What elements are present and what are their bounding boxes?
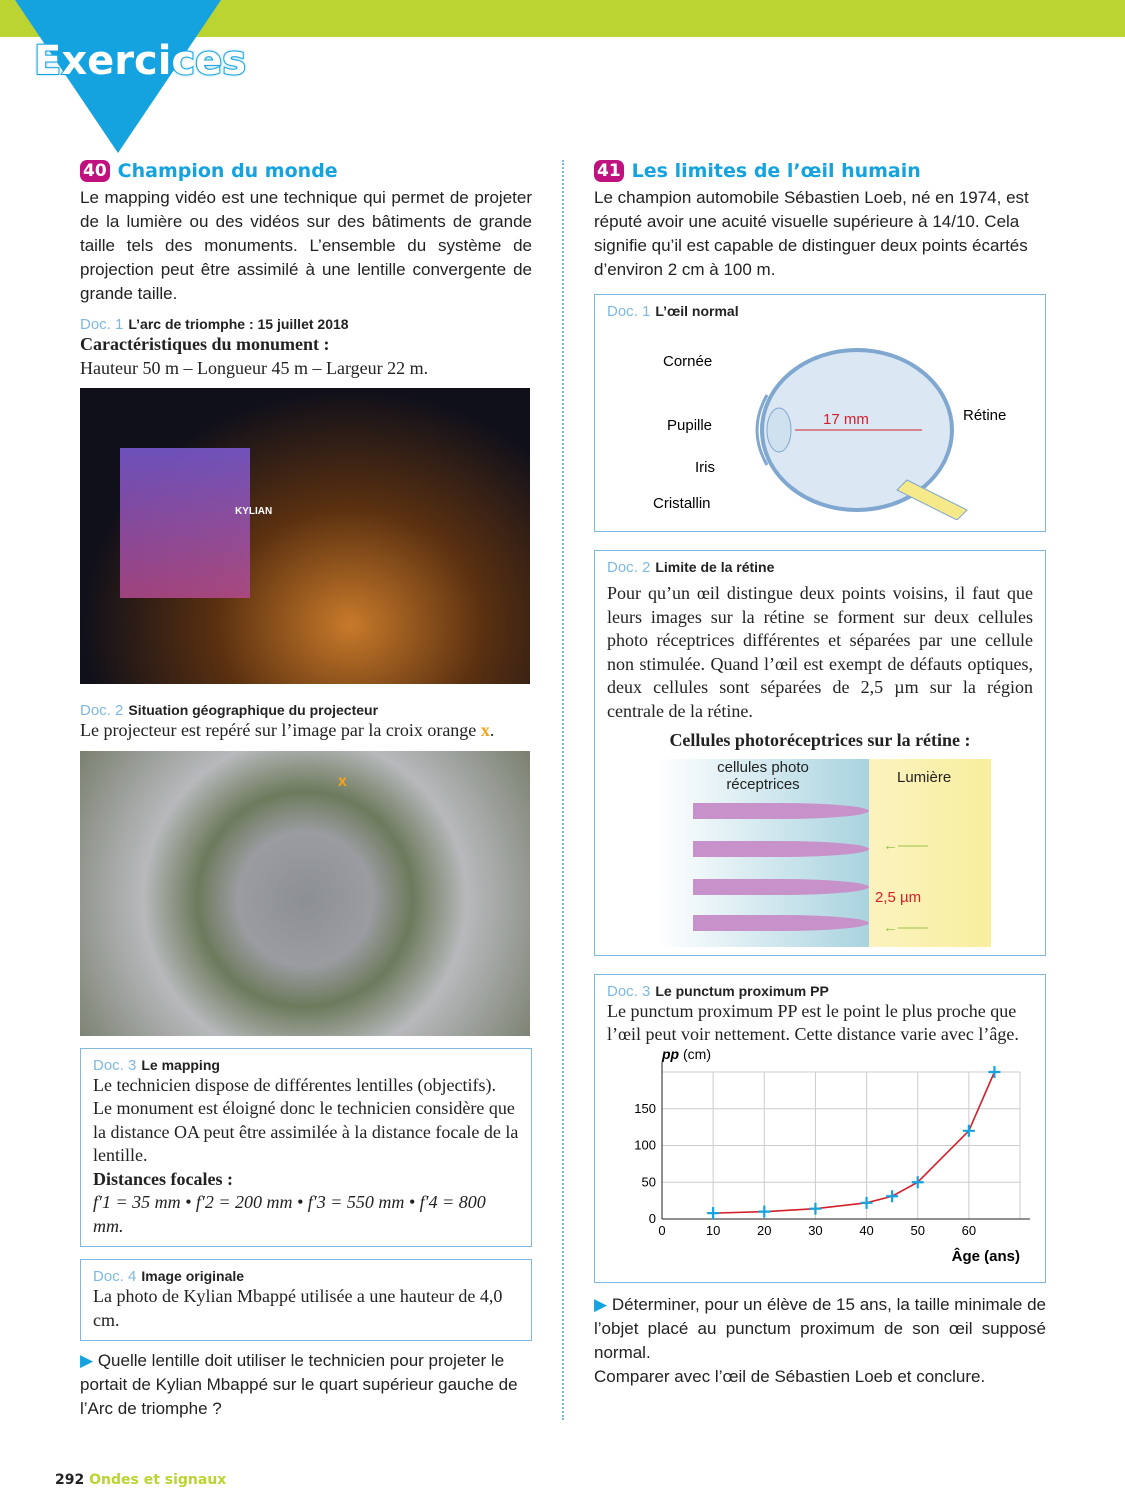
doc-label: Doc. 2 bbox=[607, 559, 651, 576]
doc-heading bbox=[607, 559, 1033, 576]
series-line bbox=[713, 1072, 994, 1213]
arc-projection bbox=[120, 448, 250, 598]
light-region bbox=[869, 759, 991, 947]
x-tick-label: 20 bbox=[757, 1222, 772, 1238]
page-footer bbox=[55, 1472, 226, 1488]
doc-heading bbox=[607, 303, 1033, 320]
question-text: Comparer avec l’œil de Sébastien Loeb et conclure. bbox=[594, 1366, 986, 1386]
light-arrow-icon: ←—— bbox=[883, 918, 928, 936]
photoreceptor-diagram bbox=[657, 759, 991, 947]
doc-text: Hauteur 50 m – Longueur 45 m – Largeur 22 m. bbox=[80, 357, 429, 378]
intro-text: Le mapping vidéo est une technique qui permet de projeter de la lumière ou des vidéos sur des bâtiments de grande taille tels des monuments. L’ensemble du système de projection peut être assimilé à une lentille convergente de grande taille. bbox=[80, 188, 532, 303]
doc-heading bbox=[607, 983, 1033, 1000]
retina-label: Rétine bbox=[963, 407, 1007, 424]
doc-text: La photo de Kylian Mbappé utilisée a une hauteur de 4,0 cm. bbox=[93, 1286, 503, 1330]
cells-label: cellules photo bbox=[717, 758, 809, 776]
question-text: Quelle lentille doit utiliser le technicien pour projeter le portait de Kylian Mbappé sur le quart supérieur gauche de l’Arc de triomphe ? bbox=[80, 1351, 518, 1418]
photoreceptor-cell bbox=[693, 915, 869, 931]
section-name: Ondes et signaux bbox=[89, 1472, 227, 1488]
column-divider bbox=[562, 160, 564, 1420]
doc-text: Pour qu’un œil distingue deux points voisins, il faut que leurs images sur la rétine se forment sur deux cellules photo réceptrices différentes et séparées par une cellule non stimulée. Quand l’œil est exempt de défauts optiques, deux cellules sont séparées de 2,5 µm sur la région centrale de la rétine. bbox=[607, 583, 1033, 721]
orange-cross-mark: x bbox=[480, 720, 490, 740]
intro-text: Le champion automobile Sébastien Loeb, né en 1974, est réputé avoir une acuité visuelle supérieure à 14/10. Cela signifie qu’il est capable de distinguer deux points écartés d’environ 2 cm à 100 m. bbox=[594, 188, 1029, 279]
doc-title: Le mapping bbox=[141, 1056, 220, 1073]
exercise-number: 41 bbox=[594, 160, 624, 182]
cells-label: réceptrices bbox=[726, 775, 800, 793]
question bbox=[594, 1293, 1046, 1365]
x-tick-label: 30 bbox=[808, 1222, 823, 1238]
doc-heading bbox=[80, 316, 532, 333]
exercise-title: Les limites de l’œil humain bbox=[631, 160, 921, 182]
exercise-40 bbox=[80, 160, 532, 1421]
doc-title: Situation géographique du projecteur bbox=[128, 702, 379, 718]
doc-subtitle: Cellules photoréceptrices sur la rétine : bbox=[669, 730, 971, 750]
doc-heading bbox=[93, 1268, 519, 1285]
lens-label: Cristallin bbox=[653, 495, 711, 512]
data-point bbox=[707, 1207, 719, 1219]
data-point bbox=[886, 1190, 898, 1202]
doc3-box bbox=[594, 974, 1046, 1283]
light-label: Lumière bbox=[897, 768, 952, 786]
doc-title: Le punctum proximum PP bbox=[655, 982, 829, 999]
doc-text: Le punctum proximum PP est le point le plus proche que l’œil peut voir nettement. Cette distance varie avec l’âge. bbox=[607, 1000, 1019, 1044]
doc-label: Doc. 2 bbox=[80, 702, 124, 719]
cells-region bbox=[657, 759, 869, 947]
doc-heading bbox=[93, 1057, 519, 1074]
exercise-41 bbox=[594, 160, 1046, 1389]
pupil-label: Pupille bbox=[667, 417, 713, 434]
question bbox=[80, 1349, 532, 1421]
y-tick-label: 150 bbox=[634, 1100, 656, 1116]
x-tick-label: 50 bbox=[910, 1222, 925, 1238]
doc-text-main: Le projecteur est repéré sur l’image par la croix orange bbox=[80, 720, 477, 740]
aerial-photo bbox=[80, 751, 530, 1036]
distance-label: 17 mm bbox=[823, 411, 869, 428]
arrow-icon: ▶ bbox=[594, 1294, 608, 1314]
doc-label: Doc. 3 bbox=[607, 982, 651, 1000]
data-point bbox=[988, 1066, 1000, 1078]
arc-de-triomphe-photo bbox=[80, 388, 530, 684]
x-tick-label: 10 bbox=[705, 1222, 721, 1238]
doc-label: Doc. 1 bbox=[80, 316, 124, 333]
doc-subtitle: Caractéristiques du monument : bbox=[80, 334, 330, 354]
doc-text: Le technicien dispose de différentes lentilles (objectifs). Le monument est éloigné donc le technicien considère que la distance OA peut être assimilée à la distance focale de la lentille. bbox=[93, 1074, 519, 1165]
x-tick-label: 0 bbox=[658, 1222, 666, 1238]
focal-distances: f′1 = 35 mm • f′2 = 200 mm • f′3 = 550 mm • f′4 = 800 mm. bbox=[93, 1192, 486, 1236]
page-number: 292 bbox=[55, 1472, 85, 1488]
x-tick-label: 40 bbox=[859, 1222, 874, 1238]
projector-marker: x bbox=[338, 772, 347, 790]
iris-label: Iris bbox=[695, 459, 715, 476]
data-point bbox=[758, 1205, 770, 1217]
y-axis-label: pp (cm) bbox=[662, 1046, 711, 1062]
page-title: Exercices bbox=[34, 38, 247, 84]
data-point bbox=[809, 1202, 821, 1214]
pp-age-chart bbox=[607, 1047, 1033, 1269]
spacing-label: 2,5 µm bbox=[875, 888, 922, 906]
arrow-icon: ▶ bbox=[80, 1351, 94, 1370]
exercise-heading bbox=[594, 160, 1046, 182]
y-tick-label: 0 bbox=[648, 1210, 656, 1226]
y-tick-label: 50 bbox=[641, 1173, 656, 1189]
doc-title: Image originale bbox=[141, 1268, 245, 1284]
x-axis-label: Âge (ans) bbox=[951, 1247, 1020, 1265]
doc-heading bbox=[80, 702, 532, 719]
data-point bbox=[861, 1196, 873, 1208]
light-arrow-icon: ←—— bbox=[883, 836, 928, 854]
photoreceptor-cell bbox=[693, 803, 869, 819]
doc-label: Doc. 1 bbox=[607, 303, 651, 320]
projection-text: KYLIAN bbox=[235, 506, 273, 517]
doc-title: L’œil normal bbox=[655, 303, 739, 319]
exercise-title: Champion du monde bbox=[117, 160, 338, 182]
photoreceptor-cell bbox=[693, 841, 869, 857]
lens bbox=[767, 408, 791, 452]
exercise-heading bbox=[80, 160, 532, 182]
doc-text: Le projecteur est repéré sur l’image par la croix orange x. bbox=[80, 720, 495, 740]
doc-subtitle: Distances focales : bbox=[93, 1168, 233, 1189]
doc-label: Doc. 4 bbox=[93, 1268, 137, 1285]
doc1-box bbox=[594, 294, 1046, 532]
y-tick-label: 100 bbox=[634, 1137, 656, 1152]
doc4-box bbox=[80, 1259, 532, 1341]
doc-label: Doc. 3 bbox=[93, 1056, 137, 1074]
question-text: Déterminer, pour un élève de 15 ans, la taille minimale de l’objet placé au punctum proximum de son œil supposé normal. bbox=[594, 1294, 1046, 1362]
doc3-box bbox=[80, 1048, 532, 1248]
doc-title: Limite de la rétine bbox=[655, 559, 775, 575]
eye-diagram bbox=[607, 320, 1033, 520]
x-tick-label: 60 bbox=[961, 1222, 977, 1238]
doc2-box bbox=[594, 550, 1046, 956]
cornea-label: Cornée bbox=[663, 353, 713, 370]
exercise-number: 40 bbox=[80, 160, 110, 182]
photoreceptor-cell bbox=[693, 879, 869, 895]
doc-title: L’arc de triomphe : 15 juillet 2018 bbox=[128, 316, 349, 332]
